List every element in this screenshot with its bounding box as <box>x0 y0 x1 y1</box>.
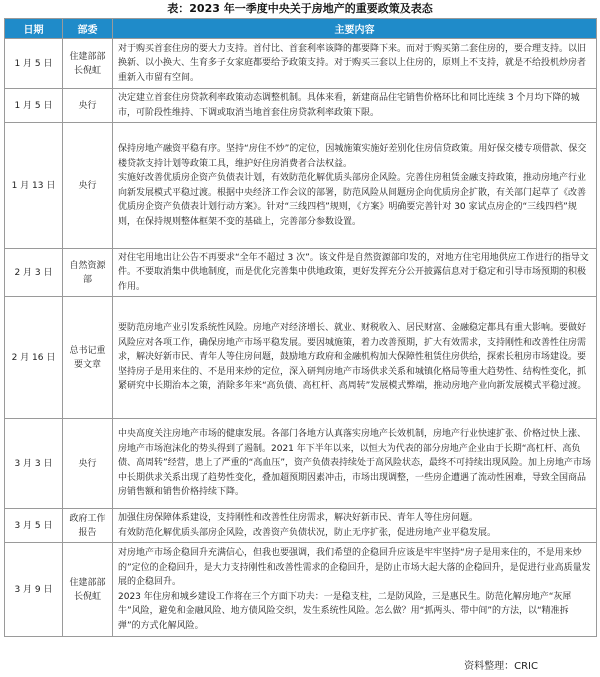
row-dept: 住建部部长倪虹 <box>63 39 113 89</box>
row-content: 要防范房地产业引发系统性风险。房地产对经济增长、就业、财税收入、居民财富、金融稳定都具有重大影响。要做好风险应对各项工作，确保房地产市场平稳发展。要因城施策，着力改善预期，扩大有效需求，支持刚性和改善性住房需求，解决好新市民、青年人等住房问题，鼓励地方政府和金融机构加大保障性租赁住房供给，探索长租房市场建设。要坚持房子是用来住的、不是用来炒的定位，深入研判房地产市场供求关系和城镇化格局等重大趋势性、结构性变化，抓紧研究中长期治本之策，消除多年来“高负债、高杠杆、高周转”发展模式弊端，推动房地产业向新发展模式平稳过渡。 <box>113 297 597 419</box>
table-row <box>5 123 597 249</box>
row-date: 3 月 5 日 <box>5 509 63 543</box>
policy-table <box>4 18 597 637</box>
table-row <box>5 543 597 637</box>
table-row <box>5 39 597 89</box>
row-dept: 总书记重要文章 <box>63 297 113 419</box>
header-date: 日期 <box>5 19 63 39</box>
row-content: 对于购买首套住房的要大力支持。首付比、首套利率该降的都要降下来。而对于购买第二套住房的，要合理支持。以旧换新、以小换大、生育多子女家庭都要给予政策支持。对于购买三套以上住房的，原则上不支持，就是不给投机炒房者重新入市留有空间。 <box>113 39 597 89</box>
row-date: 1 月 5 日 <box>5 89 63 123</box>
header-content: 主要内容 <box>113 19 597 39</box>
row-dept: 央行 <box>63 419 113 509</box>
row-dept: 央行 <box>63 89 113 123</box>
table-row <box>5 297 597 419</box>
row-dept: 政府工作报告 <box>63 509 113 543</box>
row-content: 决定建立首套住房贷款利率政策动态调整机制。具体来看，新建商品住宅销售价格环比和同比连续 3 个月均下降的城市，可阶段性维持、下调或取消当地首套住房贷款利率政策下限。 <box>113 89 597 123</box>
row-date: 1 月 5 日 <box>5 39 63 89</box>
table-row <box>5 249 597 297</box>
row-content: 对房地产市场企稳回升充满信心，但我也要强调，我们希望的企稳回升应该是牢牢坚持“房子是用来住的，不是用来炒的”定位的企稳回升，是大力支持刚性和改善性需求的企稳回升，是防止市场大起大落的企稳回升，是促进行业高质量发展的企稳回升。 2023 年住房和城乡建设工作将在三个方面下功夫：一是稳支柱，二是防风险，三是惠民生。防范化解房地产“灰犀牛”风险，避免和金融风险、地方债风险交织，发生系统性风险。怎么做？用“抓两头、带中间”的方法，以“精准拆弹”的方式化解风险。 <box>113 543 597 637</box>
row-date: 3 月 3 日 <box>5 419 63 509</box>
row-dept: 住建部部长倪虹 <box>63 543 113 637</box>
row-dept: 自然资源部 <box>63 249 113 297</box>
row-date: 3 月 9 日 <box>5 543 63 637</box>
row-date: 1 月 13 日 <box>5 123 63 249</box>
table-row <box>5 419 597 509</box>
table-row <box>5 509 597 543</box>
source-note: 资料整理：CRIC <box>464 661 538 672</box>
row-content: 加强住房保障体系建设，支持刚性和改善性住房需求，解决好新市民、青年人等住房问题。 有效防范化解优质头部房企风险，改善资产负债状况，防止无序扩张，促进房地产业平稳发展。 <box>113 509 597 543</box>
row-content: 中央高度关注房地产市场的健康发展。各部门各地方认真落实房地产长效机制，房地产行业快速扩张、价格过快上涨、房地产市场泡沫化的势头得到了遏制。2021 年下半年以来，以恒大为代表的部分房地产企业由于长期“高杠杆、高负债、高周转”经营，患上了严重的“高血压”，资产负债表持续处于高风险状态，最终不可持续出现风险。加上房地产市场中长期供求关系出现了趋势性变化，叠加超预期因素冲击，市场出现调整，一些房企遭遇了流动性困难，导致全国商品房销售额和销售价格持续下降。 <box>113 419 597 509</box>
table-row <box>5 89 597 123</box>
row-date: 2 月 16 日 <box>5 297 63 419</box>
header-dept: 部委 <box>63 19 113 39</box>
row-content: 保持房地产融资平稳有序。坚持“房住不炒”的定位，因城施策实施好差别化住房信贷政策。用好保交楼专项借款、保交楼贷款支持计划等政策工具，维护好住房消费者合法权益。 实施好改善优质房企资产负债表计划，有效防范化解优质头部房企风险。完善住房租赁金融支持政策，推动房地产行业向新发展模式平稳过渡。根据中央经济工作会议的部署，防范风险从间题房企向优质房企扩散，有关部门起草了《改善优质房企资产负债表计划行动方案》。针对“三线四档”规则，《方案》明确要完善针对 30 家试点房企的“三线四档”规则，在保持规则整体框架不变的基础上，完善部分参数设置。 <box>113 123 597 249</box>
row-dept: 央行 <box>63 123 113 249</box>
row-date: 2 月 3 日 <box>5 249 63 297</box>
header-row <box>5 19 597 39</box>
row-content: 对住宅用地出让公告不再要求“全年不超过 3 次”。该文件是自然资源部印发的，对地方住宅用地供应工作进行的指导文件。不要取消集中供地制度，而是优化完善集中供地政策，更好发挥充分公开披露信息对于稳定和引导市场预期的积极作用。 <box>113 249 597 297</box>
table-title: 表：2023 年一季度中央关于房地产的重要政策及表态 <box>167 2 433 15</box>
